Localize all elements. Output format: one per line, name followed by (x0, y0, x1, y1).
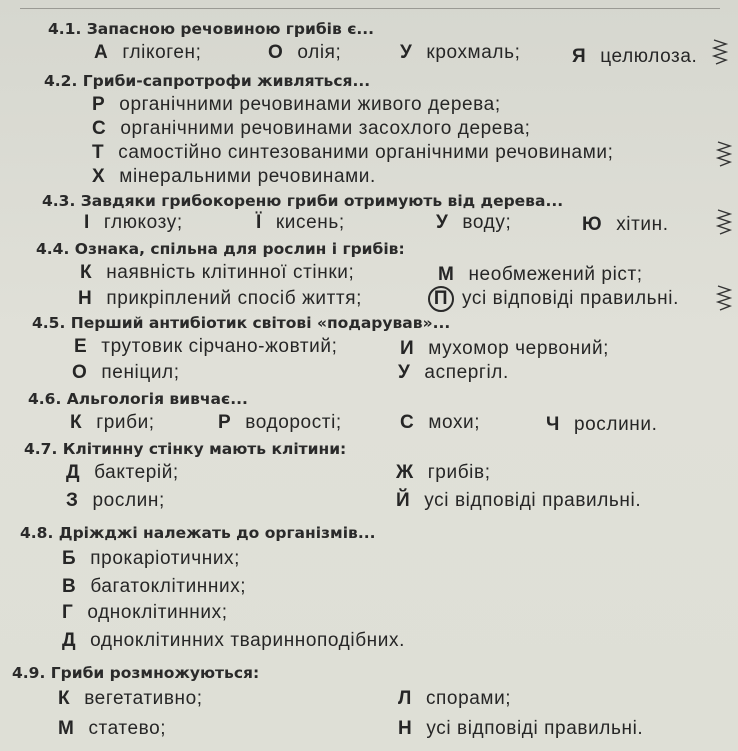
option-4-3-u[interactable]: У воду; (436, 212, 512, 233)
option-4-7-zh[interactable]: Ж грибів; (396, 462, 491, 483)
option-4-2-r[interactable]: Р органічними речовинами живого дерева; (92, 94, 501, 115)
question-4-2: 4.2. Гриби-сапротрофи живляться... (44, 72, 371, 90)
question-4-5: 4.5. Перший антибіотик світові «подарував»... (32, 314, 451, 332)
option-4-4-m[interactable]: М необмежений ріст; (438, 264, 643, 285)
option-4-1-a[interactable]: А глікоген; (94, 42, 202, 63)
top-rule (20, 8, 720, 9)
question-4-1: 4.1. Запасною речовиною грибів є... (48, 20, 375, 38)
option-4-4-k[interactable]: К наявність клітинної стінки; (80, 262, 355, 283)
option-4-1-o[interactable]: О олія; (268, 42, 342, 63)
option-4-8-v[interactable]: В багатоклітинних; (62, 576, 247, 597)
squiggle-icon (712, 138, 738, 172)
circled-answer-mark: П (428, 286, 454, 312)
squiggle-icon (708, 36, 734, 70)
option-4-6-k[interactable]: К гриби; (70, 412, 155, 433)
question-4-9: 4.9. Гриби розмножуються: (12, 664, 260, 682)
option-4-1-u[interactable]: У крохмаль; (400, 42, 521, 63)
option-4-5-u[interactable]: У аспергіл. (398, 362, 509, 383)
option-4-2-t[interactable]: Т самостійно синтезованими органічними речовинами; (92, 142, 614, 163)
option-4-8-b[interactable]: Б прокаріотичних; (62, 548, 241, 569)
option-4-5-o[interactable]: О пеніцил; (72, 362, 180, 383)
option-4-9-k[interactable]: К вегетативно; (58, 688, 203, 709)
option-4-3-i[interactable]: І глюкозу; (84, 212, 183, 233)
squiggle-icon (712, 206, 738, 240)
option-4-7-z[interactable]: З рослин; (66, 490, 165, 511)
option-4-8-h[interactable]: Г одноклітинних; (62, 602, 228, 623)
option-4-3-yu[interactable]: Ю хітин. (582, 214, 669, 235)
question-4-8: 4.8. Дріжджі належать до організмів... (20, 524, 376, 542)
option-4-6-s[interactable]: С мохи; (400, 412, 481, 433)
question-4-4: 4.4. Ознака, спільна для рослин і грибів: (36, 240, 405, 258)
squiggle-icon (712, 282, 738, 316)
option-4-8-d[interactable]: Д одноклітинних тваринноподібних. (62, 630, 405, 651)
option-4-1-ya[interactable]: Я целюлоза. (572, 46, 698, 67)
option-4-9-l[interactable]: Л спорами; (398, 688, 512, 709)
option-4-4-p[interactable]: П усі відповіді правильні. (428, 286, 679, 312)
option-4-2-kh[interactable]: Х мінеральними речовинами. (92, 166, 376, 187)
option-4-2-s[interactable]: С органічними речовинами засохлого дерева; (92, 118, 531, 139)
option-4-9-m[interactable]: М статево; (58, 718, 167, 739)
option-4-6-r[interactable]: Р водорості; (218, 412, 342, 433)
question-4-6: 4.6. Альгологія вивчає... (28, 390, 248, 408)
question-4-7: 4.7. Клітинну стінку мають клітини: (24, 440, 347, 458)
option-4-3-yi[interactable]: Ї кисень; (256, 212, 345, 233)
option-4-9-n[interactable]: Н усі відповіді правильні. (398, 718, 644, 739)
option-4-5-e[interactable]: Е трутовик сірчано-жовтий; (74, 336, 338, 357)
question-4-3: 4.3. Завдяки грибокореню гриби отримують від дерева... (42, 192, 564, 210)
option-4-7-d[interactable]: Д бактерій; (66, 462, 179, 483)
option-4-4-n[interactable]: Н прикріплений спосіб життя; (78, 288, 362, 309)
option-4-6-ch[interactable]: Ч рослини. (546, 414, 658, 435)
option-4-5-y[interactable]: И мухомор червоний; (400, 338, 610, 359)
option-4-7-y[interactable]: Й усі відповіді правильні. (396, 490, 642, 511)
